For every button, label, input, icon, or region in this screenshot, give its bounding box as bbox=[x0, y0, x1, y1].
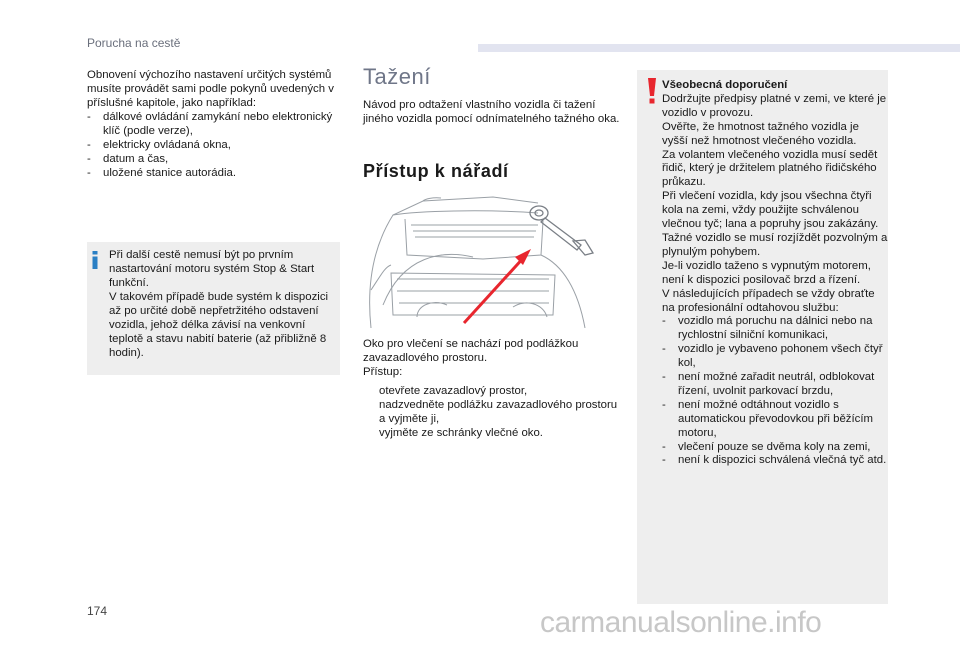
warning-text bbox=[662, 79, 888, 468]
list-item: nadzvedněte podlážku zavazadlového prostoru a vyjměte ji, bbox=[379, 399, 618, 425]
list-item: vyjměte ze schránky vlečné oko. bbox=[379, 427, 543, 439]
dash-marker: - bbox=[87, 111, 91, 123]
watermark: carmanualsonline.info bbox=[540, 606, 822, 639]
info-paragraph: Při další cestě nemusí být po prvním nastartování motoru systém Stop & Start funkční. bbox=[109, 249, 315, 289]
info-paragraph: V takovém případě bude systém k dispozici až po určité době nepřetržitého odstavení vozidla, jehož délka závisí na venkovní teplotě a stavu nabití baterie (až přibližně 8 hodin). bbox=[109, 291, 329, 359]
header-bar bbox=[478, 44, 960, 52]
warning-paragraph: Dodržujte předpisy platné v zemi, ve které je vozidlo v provozu. bbox=[662, 92, 887, 119]
tools-text bbox=[363, 337, 625, 379]
dash-marker: - bbox=[662, 315, 666, 328]
list-item: - dálkové ovládání zamykání nebo elektronický klíč (podle verze), bbox=[87, 111, 333, 137]
dash-marker: - bbox=[662, 343, 666, 356]
towing-intro: Návod pro odtažení vlastního vozidla či tažení jiného vozidla pomocí odnímatelného tažného oka. bbox=[363, 99, 620, 125]
towing-title: Tažení bbox=[363, 64, 431, 89]
dash-marker: - bbox=[662, 454, 666, 467]
list-item: otevřete zavazadlový prostor, bbox=[379, 385, 528, 397]
reset-intro: Obnovení výchozího nastavení určitých systémů musíte provádět sami podle pokynů uvedených v příslušné kapitole, jako například: bbox=[87, 69, 334, 109]
tools-location: Oko pro vlečení se nachází pod podlážkou zavazadlového prostoru. bbox=[363, 338, 579, 364]
list-item: - elektricky ovládaná okna, bbox=[87, 139, 231, 151]
list-item: - není možné odtáhnout vozidlo s automatickou převodovkou při běžícím motoru, bbox=[662, 398, 874, 439]
warning-exclamation-icon bbox=[646, 78, 658, 104]
reset-list bbox=[87, 110, 349, 180]
list-item: - vlečení pouze se dvěma koly na zemi, bbox=[662, 440, 871, 453]
list-item: - vozidlo má poruchu na dálnici nebo na rychlostní silniční komunikaci, bbox=[662, 315, 873, 342]
tools-access-title: Přístup k nářadí bbox=[363, 161, 509, 181]
dash-marker: - bbox=[87, 167, 91, 179]
section-header: Porucha na cestě bbox=[87, 36, 181, 50]
info-text bbox=[109, 248, 339, 360]
dash-marker: - bbox=[662, 398, 666, 411]
list-item: - není k dispozici schválená vlečná tyč atd. bbox=[662, 454, 887, 467]
info-icon bbox=[92, 251, 98, 269]
tow-service-list bbox=[662, 315, 888, 468]
dash-marker: - bbox=[87, 139, 91, 151]
list-item: - vozidlo je vybaveno pohonem všech čtyř kol, bbox=[662, 343, 883, 370]
dash-marker: - bbox=[662, 371, 666, 384]
tools-access-label: Přístup: bbox=[363, 366, 403, 378]
warning-paragraph: Ověřte, že hmotnost tažného vozidla je vyšší než hmotnost vlečeného vozidla. bbox=[662, 120, 859, 147]
trunk-illustration bbox=[363, 195, 613, 328]
page-number: 174 bbox=[87, 604, 108, 618]
dash-marker: - bbox=[87, 153, 91, 165]
reset-instructions bbox=[87, 68, 349, 180]
list-item: - uložené stanice autorádia. bbox=[87, 167, 236, 179]
warning-paragraph: V následujících případech se vždy obraťte na profesionální odtahovou službu: bbox=[662, 287, 875, 314]
warning-paragraph: Je-li vozidlo taženo s vypnutým motorem, není k dispozici posilovač brzd a řízení. bbox=[662, 259, 871, 286]
list-item: - není možné zařadit neutrál, odblokovat řízení, uvolnit parkovací brzdu, bbox=[662, 371, 875, 397]
warning-paragraph: Při vlečení vozidla, kdy jsou všechna čtyři kola na zemi, vždy použijte schválenou vlečnou tyč; lana a popruhy jsou zakázány. bbox=[662, 190, 879, 231]
warning-paragraph: Za volantem vlečeného vozidla musí sedět řidič, který je držitelem platného řidičského průkazu. bbox=[662, 148, 878, 189]
tools-steps bbox=[363, 384, 625, 440]
dash-marker: - bbox=[662, 440, 666, 453]
list-item: - datum a čas, bbox=[87, 153, 169, 165]
warning-paragraph: Tažné vozidlo se musí rozjíždět pozvolným a plynulým pohybem. bbox=[662, 231, 888, 258]
warning-title: Všeobecná doporučení bbox=[662, 79, 788, 91]
